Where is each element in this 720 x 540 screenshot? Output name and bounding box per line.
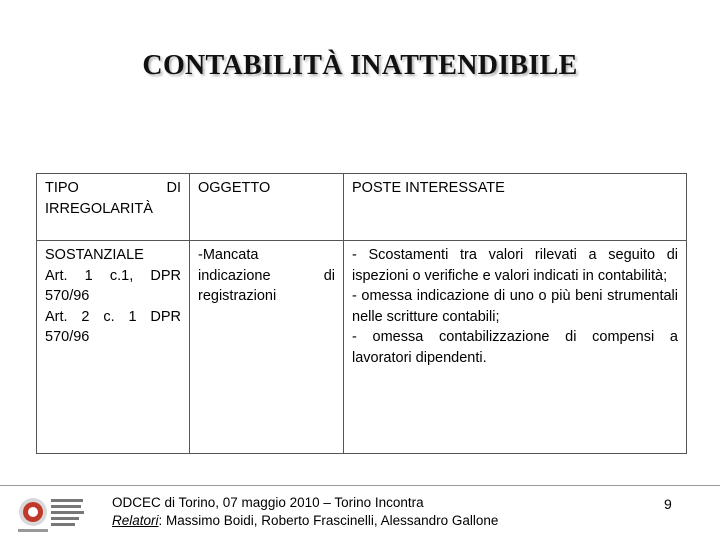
- footer-speakers: [112, 512, 498, 530]
- poste-item: - Scostamenti tra valori rilevati a seguito di ispezioni o verifiche e valori indicati in contabilità;: [352, 247, 678, 284]
- poste-item: - omessa contabilizzazione di compensi a lavoratori dipendenti.: [352, 329, 678, 366]
- header-poste: POSTE INTERESSATE: [344, 174, 687, 241]
- footer-speakers-names: : Massimo Boidi, Roberto Frascinelli, Alessandro Gallone: [158, 513, 499, 528]
- page-title: CONTABILITÀ INATTENDIBILE: [142, 50, 578, 81]
- table-header-row: [37, 174, 687, 241]
- poste-item: - omessa indicazione di uno o più beni strumentali nelle scritture contabili;: [352, 288, 678, 325]
- cell-oggetto: -Mancata indicazione di registrazioni: [190, 241, 344, 454]
- footer-text: [112, 494, 498, 530]
- cell-tipo: [37, 241, 190, 454]
- tipo-line: Art. 1 c.1, DPR 570/96: [45, 267, 181, 305]
- page-number: 9: [664, 496, 672, 512]
- tipo-line: SOSTANZIALE: [45, 247, 144, 263]
- header-oggetto: OGGETTO: [190, 174, 344, 241]
- tipo-line: Art. 2 c. 1 DPR 570/96: [45, 308, 181, 346]
- odcec-torino-logo-icon: [14, 491, 88, 537]
- header-tipo: TIPO DI IRREGOLARITÀ: [37, 174, 190, 241]
- cell-poste: [344, 241, 687, 454]
- footer-divider: [0, 485, 720, 486]
- footer-speakers-label: Relatori: [112, 513, 159, 528]
- footer-event: ODCEC di Torino, 07 maggio 2010 – Torino Incontra: [112, 495, 424, 510]
- table-row: [37, 241, 687, 454]
- irregularity-table: [36, 173, 687, 454]
